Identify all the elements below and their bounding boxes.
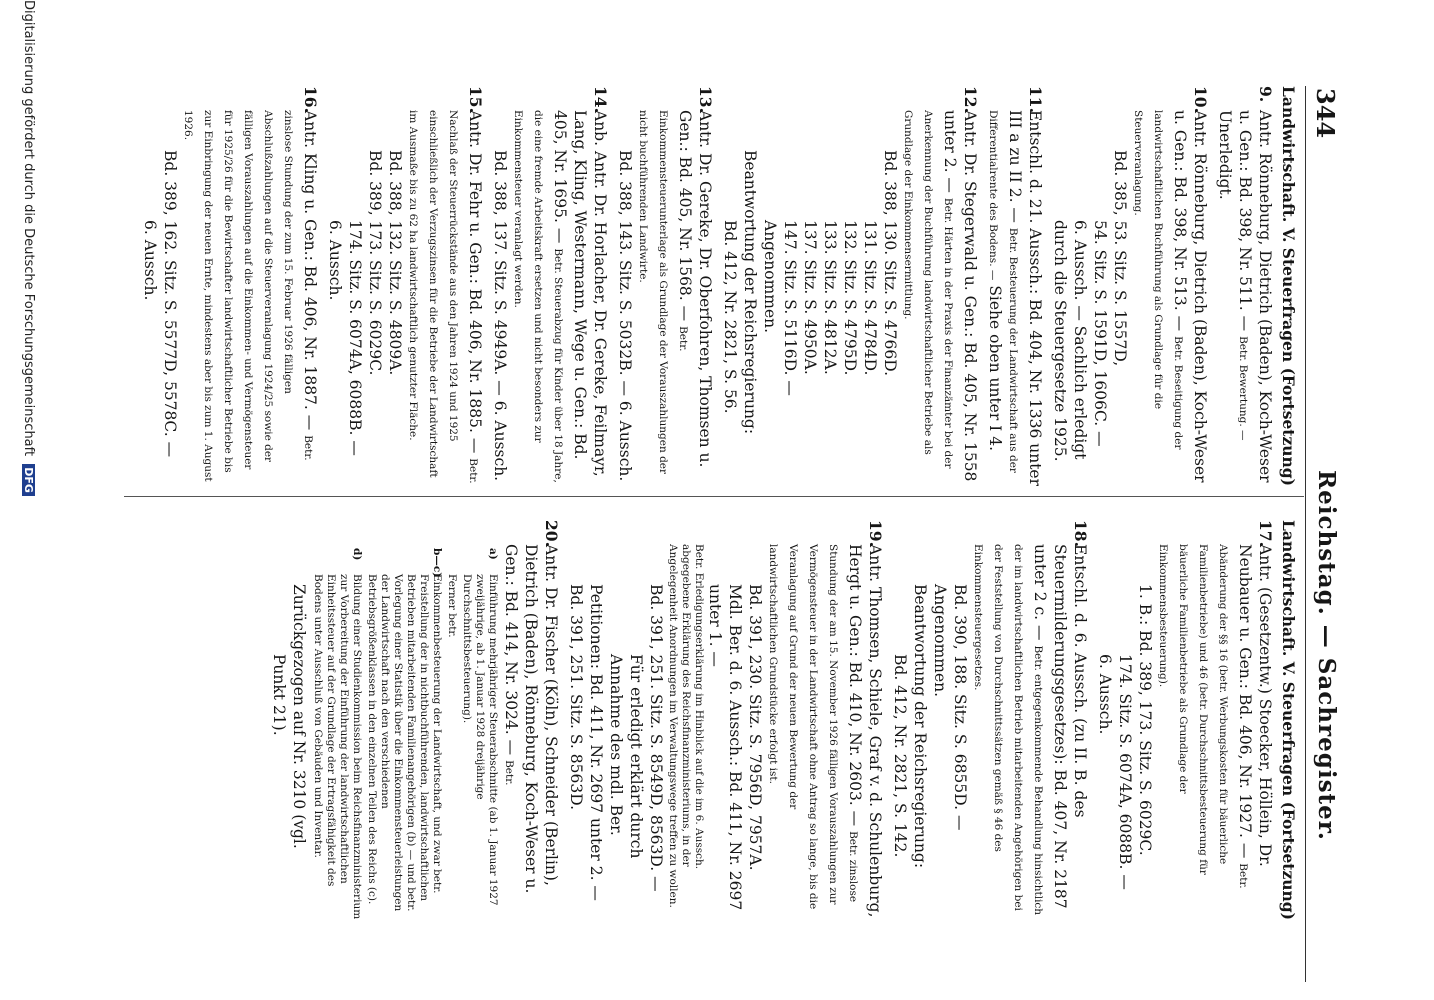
entry-detail: Betr. Nachlaß der Steuerrückstände aus den Jahren 1924 und 1925 einschließlich der Verzugszinsen für die Betriebe der Landwirtschaft im Ausmaße bis zu 62 ha landwirtschaftlich genutzter Fläche. xyxy=(407,110,479,484)
entry-ref: 174. Sitz. S. 6074A, 6088B. — xyxy=(346,220,364,456)
entry-ref: 147. Sitz. S. 5116D. — Angenommen. xyxy=(761,220,799,396)
header-rule xyxy=(1305,86,1306,982)
section-heading: Landwirtschaft. V. Steuerfragen (Fortsetzung) xyxy=(1279,86,1298,486)
entry-ref: 6. Aussch. xyxy=(326,220,344,301)
entry-ref: 1. B.: Bd. 389, 173. Sitz. S. 6029C. xyxy=(1136,584,1154,856)
entry-detail: Betr. entgegenkommende Behandlung hinsichtlich der im landwirtschaftlichen Betrieb mitarbeitenden Angehörigen bei der Feststellung von Durchschnittssätzen gemäß § 46 des Einkommensteuergesetzes. xyxy=(972,544,1044,916)
sub-item xyxy=(311,544,363,920)
entry-text: Antr. Dr. Gereke, Dr. Oberfohren, Thomsen u. Gen.: Bd. 405, Nr. 1568. — xyxy=(676,110,714,468)
digitization-footer xyxy=(21,0,36,1000)
entry-ref: Bd. 412, Nr. 2821, S. 142. xyxy=(891,654,909,858)
entry-ref: Bd. 388, 137. Sitz. S. 4949A. — 6. Aussch. xyxy=(491,150,509,482)
entry-detail: Betr. Beseitigung der landwirtschaftlichen Buchführung als Grundlage für die Steuerveranlagung. xyxy=(1132,110,1184,450)
entry-ref: Für erledigt erklärt durch Annahme des mdl. Ber. xyxy=(607,654,645,859)
entry-ref: 6. Aussch. xyxy=(141,220,159,301)
entry-number: 20. xyxy=(542,520,561,547)
entry-11 xyxy=(985,86,1045,486)
entry-17 xyxy=(1095,520,1275,920)
entry-number: 18. xyxy=(1071,520,1090,547)
entry-text: Entschl. d. 6. Aussch. (zu II. B. des Steuermilderungsgesetzes): Bd. 407, Nr. 2187 unter 2 c. — xyxy=(1031,544,1089,909)
entry-ref: Bd. 389, 173. Sitz. S. 6029C. xyxy=(366,150,384,376)
entry-ref: Mdl. Ber. d. 6. Aussch.: Bd. 411, Nr. 2697 unter 1. — xyxy=(706,584,744,911)
entry-text: Anb. Antr. Dr. Horlacher, Dr. Gereke, Feilmayr, Lang, Kling, Westermann, Wege u. Gen.: Bd. 405, Nr. 1695. — xyxy=(551,110,609,477)
entry-detail: Betr. Einkommensteuerunterlage als Grundlage der Vorauszahlungen der nicht buchführenden Landwirte. xyxy=(637,110,689,475)
entry-ref: 133. Sitz. S. 4812A. xyxy=(821,220,839,375)
entry-ref: Beantwortung der Reichsregierung: xyxy=(911,584,929,869)
entry-9 xyxy=(1215,86,1275,486)
entry-detail: Betr. zinslose Stundung der am 15. November 1926 fälligen Vorauszahlungen zur Vermögensteuer in der Landwirtschaft ohne Antrag so lange, bis die Veranlagung auf Grund der neuen Bewertung der landwirtschaftlichen Grundstücke erfolgt ist. xyxy=(767,544,859,910)
sub-item-text: Bildung einer Studienkommission beim Reichsfinanzministerium zur Vorbereitung der Einführung der landwirtschaftlichen Einheitssteuer auf der Grundlage der Ertragsfähigkeit des Bodens unter Ausschluß von Gebäuden und Inventar. xyxy=(312,574,363,920)
right-column xyxy=(264,520,1300,920)
entry-ref: 131. Sitz. S. 4784D. xyxy=(861,220,879,376)
entry-ref: Bd. 389, 162. Sitz. S. 5577D, 5578C. — xyxy=(161,150,179,458)
page-number: 344 xyxy=(1311,88,1340,139)
entry-number: 11. xyxy=(1026,86,1045,113)
entry-status: Unerledigt. xyxy=(1216,110,1234,200)
entry-12 xyxy=(720,86,980,486)
entry-19 xyxy=(566,520,885,920)
entry-text: Antr. Thomsen, Schiele, Graf v. d. Schulenburg, Hergt u. Gen.: Bd. 410, Nr. 2603. — xyxy=(846,544,884,918)
dfg-logo: DFG xyxy=(22,464,35,496)
column-divider xyxy=(124,496,1304,497)
entry-text: Antr. Dr. Fischer (Köln), Schneider (Berlin), Dietrich (Baden), Rönneburg, Koch-Weser u. Gen.: Bd. 414, Nr. 3024. — xyxy=(502,544,560,894)
footer-text: Digitalisierung gefördert durch die Deutsche Forschungsgemeinschaft xyxy=(21,0,36,457)
entry-18 xyxy=(890,520,1090,920)
entry-number: 9. xyxy=(1256,86,1275,103)
section-heading: Landwirtschaft. V. Steuerfragen (Fortsetzung) xyxy=(1279,520,1298,920)
entry-detail: Betr. xyxy=(503,760,515,786)
entry-ref: Bd. 390, 188. Sitz. S. 6855D. — Angenommen. xyxy=(931,584,969,831)
entry-number: 15. xyxy=(466,86,485,113)
entry-number: 10. xyxy=(1191,86,1210,113)
entry-ref-detail: Betr. Erledigungserklärung im Hinblick auf die im 6. Aussch. abgegebene Erklärung des Reichsfinanzministeriums, in der Angelegenheit Anordnungen im Verwaltungswege treffen zu wollen. xyxy=(667,544,705,908)
entry-detail: Betr. Besteuerung der Landwirtschaft aus der Differentialrente des Bodens. — xyxy=(987,110,1019,473)
entry-text: Entschl. d. 21. Aussch.: Bd. 404, Nr. 1336 unter III a zu II 2. — xyxy=(1006,110,1044,487)
entry-13 xyxy=(615,86,715,486)
entry-number: 16. xyxy=(301,86,320,113)
sub-item-text: Einführung mehrjähriger Steuerabschnitte (ab 1. Januar 1927 zweijährige, ab 1. Januar 1928 dreijährige Durchschnittsbesteuerung). xyxy=(461,574,499,906)
entry-number: 17. xyxy=(1256,520,1275,547)
entry-text: Antr. Dr. Stegerwald u. Gen.: Bd. 405, Nr. 1558 unter 2. — xyxy=(941,110,979,482)
entry-ref: Bd. 412, Nr. 2821, S. 56. xyxy=(721,220,739,414)
entry-ref: 174. Sitz. S. 6074A, 6088B. — xyxy=(1116,654,1134,890)
entry-16 xyxy=(140,86,320,486)
entry-ref: 6. Aussch. xyxy=(1096,654,1114,735)
entry-number: 19. xyxy=(866,520,885,547)
entry-ref: 54. Sitz. S. 1591D, 1606C. — xyxy=(1091,220,1109,447)
entry-ref: durch die Steuergesetze 1925. xyxy=(1051,220,1069,462)
sub-item-text: Ferner betr. xyxy=(446,574,458,638)
entry-text: Antr. Dr. Fehr u. Gen.: Bd. 406, Nr. 1885. — xyxy=(466,110,484,454)
entry-ref: 137. Sitz. S. 4950A. xyxy=(801,220,819,375)
entry-ref: Bd. 391, 251. Sitz. S. 8549D, 8563D. — xyxy=(647,584,665,892)
entry-text: Antr. Rönneburg, Dietrich (Baden), Koch-Weser u. Gen.: Bd. 398, Nr. 513. — xyxy=(1171,110,1209,483)
entry-ref: Bd. 391, 251. Sitz. S. 8563D. xyxy=(567,584,585,811)
entry-detail: Betr. Abänderung der §§ 16 (betr. Werbungskosten für bäuerliche Familienbetriebe) und 46 (betr. Durchschnittsbesteuerung für bäuerliche Familienbetriebe als Grundlage der Einkommensbesteuerung). xyxy=(1157,544,1249,889)
entry-status: Zurückgezogen auf Nr. 3210 (vgl. xyxy=(290,584,308,849)
sub-item-label: b—c) xyxy=(431,548,443,578)
entry-10 xyxy=(1050,86,1210,486)
entry-status: Punkt 21). xyxy=(270,654,288,736)
entry-number: 14. xyxy=(591,86,610,113)
entry-ref: Bd. 388, 130. Sitz. S. 4766D. xyxy=(881,150,899,377)
entry-status: Siehe oben unter I 4. xyxy=(986,285,1004,452)
entry-15 xyxy=(325,86,485,486)
entry-text: Antr. (Gesetzentw.) Stoecker, Höllein, Dr. Neubauer u. Gen.: Bd. 406, Nr. 1927. — xyxy=(1236,544,1274,867)
entry-ref: Beantwortung der Reichsregierung: xyxy=(741,150,759,435)
entry-ref: Bd. 388, 143. Sitz. S. 5032B. — 6. Aussch. xyxy=(616,150,634,482)
entry-ref: 132. Sitz. S. 4795D. xyxy=(841,220,859,376)
entry-detail: Betr. Härten in der Praxis der Finanzämter bei der Anerkennung der Buchführung landwirtschaftlicher Betriebe als Grundlage der Einkommensermittlung. xyxy=(902,110,954,469)
sub-item-label: a) xyxy=(487,548,499,560)
entry-ref: Petitionen: Bd. 411, Nr. 2697 unter 2. — xyxy=(587,584,605,901)
entry-text: Antr. Rönneburg, Dietrich (Baden), Koch-Weser u. Gen.: Bd. 398, Nr. 511. — xyxy=(1236,110,1274,483)
sub-item-text: Einkommenbesteuerung der Landwirtschaft, und zwar betr. Freistellung der in nichtbuchführenden, landwirtschaftlichen Betrieben mitarbeitenden Familienangehörigen (b) — und betr. Vorlegung einer Statistik über die Einkommensteuerleistungen der Landwirtschaft nach den verschiedenen Betriebsgrößenklassen in den einzelnen Teilen des Reichs (c). xyxy=(366,574,443,912)
entry-number: 13. xyxy=(696,86,715,113)
sub-item xyxy=(365,544,443,920)
entry-detail: Betr. Steuerabzug für Kinder über 18 Jahre, die eine fremde Arbeitskraft ersetzen und nicht besonders zur Einkommensteuer veranlagt werden. xyxy=(512,110,564,483)
entry-ref: Bd. 385, 53. Sitz. S. 1557D, xyxy=(1111,150,1129,367)
entry-detail: Betr. zinslose Stundung der zum 15. Februar 1926 fälligen Abschlußzahlungen auf die Steuerveranlagung 1924/25 sowie der fälligen Vorauszahlungen auf die Einkommen- und Vermögensteuer für 1925/26 für die Bewirtschafter landwirtschaftlicher Betriebe bis zur Einbringung der neuen Ernte, mindestens aber bis zum 1. August 1926. xyxy=(182,110,314,482)
entry-ref: 6. Aussch. — Sachlich erledigt xyxy=(1071,220,1089,460)
sub-item xyxy=(445,544,458,920)
sub-item xyxy=(460,544,499,920)
running-header: Reichstag. — Sachregister. xyxy=(1313,470,1340,841)
entry-20 xyxy=(269,520,561,920)
left-column xyxy=(135,86,1300,486)
entry-ref: Bd. 391, 230. Sitz. S. 7956D, 7957A. xyxy=(746,584,764,871)
sub-item-label: d) xyxy=(351,548,363,561)
entry-number: 12. xyxy=(961,86,980,113)
entry-text: Antr. Kling u. Gen.: Bd. 406, Nr. 1887. — xyxy=(301,110,319,431)
entry-14 xyxy=(490,86,610,486)
entry-detail: Betr. Bewertung. — xyxy=(1237,336,1249,441)
entry-ref: Bd. 388, 132. Sitz. S. 4809A. xyxy=(386,150,404,376)
